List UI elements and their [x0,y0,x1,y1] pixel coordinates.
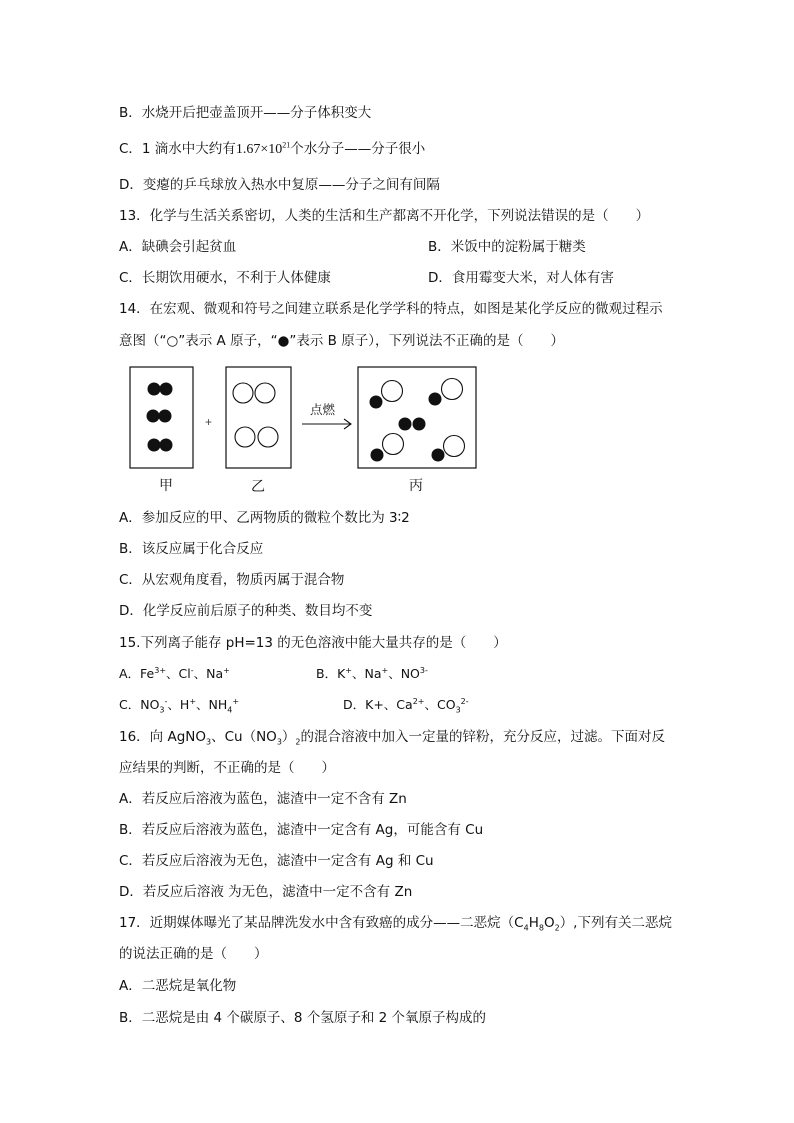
label-yi: 乙 [251,479,265,495]
q12c-suffix: 个水分子——分子很小 [290,141,426,157]
q16-stem-line1: 16．向 AgNO$_3$、$Cu(NO_3)_2$的混合溶液中加入一定量的锌粉，充分反应，过滤。下面对反 [119,729,665,747]
q13-stem: 13．化学与生活关系密切，人类的生活和生产都离不开化学，下列说法错误的是（ ） [119,208,650,224]
q12-option-d: D．变瘪的乒乓球放入热水中复原——分子之间有间隔 [119,177,440,193]
q14-option-d: D．化学反应前后原子的种类、数目均不变 [119,603,373,619]
q16-option-a: A．若反应后溶液为蓝色，滤渣中一定不含有 Zn [119,791,407,807]
q12-option-c [119,139,425,160]
q17-stem-line2: 的说法正确的是（ ） [119,946,268,962]
q15-option-b: B．K+、Na+、$NO^{3-}$ [316,665,428,681]
box-bing [358,367,476,468]
q13-option-a: A．缺碘会引起贫血 [119,239,237,255]
q14-option-b: B．该反应属于化合反应 [119,541,264,557]
q12-option-b: B．水烧开后把壶盖顶开——分子体积变大 [119,105,372,121]
q15-option-d: D．K+、$Ca^{2+}$、$CO_3^{2-}$ [343,696,469,715]
box-yi [226,367,291,468]
label-jia: 甲 [159,478,173,494]
q13-option-c: C．长期饮用硬水，不利于人体健康 [119,270,331,286]
q14-option-c: C．从宏观角度看，物质丙属于混合物 [119,572,345,588]
q14-stem-line1: 14．在宏观、微观和符号之间建立联系是化学学科的特点，如图是某化学反应的微观过程示 [119,301,663,317]
q16-option-b: B．若反应后溶液为蓝色，滤渣中一定含有 Ag，可能含有 Cu [119,822,484,838]
q12c-number: $1.67\times 10^{21}$ [235,140,291,157]
molecules-bing [370,379,465,462]
molecules-jia [147,383,173,452]
q15-option-a: A．$Fe^{3+}$、Cl-、Na+ [119,665,230,681]
box-jia [130,367,193,468]
reaction-condition-label: 点燃 [310,402,336,417]
q12c-prefix: C．1 滴水中大约有 [119,141,236,157]
q13-option-d: D．食用霉变大米，对人体有害 [428,270,614,286]
plus-sign: + [205,415,213,429]
q16-option-d: D．若反应后溶液 为无色，滤渣中一定不含有 Zn [119,884,413,900]
q15-stem: 15.下列离子能存 pH=13 的无色溶液中能大量共存的是（ ） [119,635,507,651]
q17-stem-line1: 17．近期媒体曝光了某品牌洗发水中含有致癌的成分——二恶烷$(C_4H_8O_2)$,下列有关二恶烷 [119,915,672,933]
q15-option-c: C．$NO_3^-$、H+、$NH_4^+$ [119,696,240,715]
molecules-yi [233,383,278,447]
q16-option-c: C．若反应后溶液为无色，滤渣中一定含有 Ag 和 Cu [119,853,434,869]
q14-option-a: A．参加反应的甲、乙两物质的微粒个数比为 3∶2 [119,510,410,526]
q17-option-b: B．二恶烷是由 4 个碳原子、8 个氢原子和 2 个氧原子构成的 [119,1010,486,1026]
q16-stem-line2: 应结果的判断，不正确的是（ ） [119,760,335,776]
label-bing: 丙 [409,478,423,494]
q13-option-b: B．米饭中的淀粉属于糖类 [428,239,586,255]
q17-option-a: A．二恶烷是氧化物 [119,978,237,994]
q14-stem-line2: 意图（“○”表示 A 原子，“●”表示 B 原子），下列说法不正确的是（ ） [119,333,564,349]
